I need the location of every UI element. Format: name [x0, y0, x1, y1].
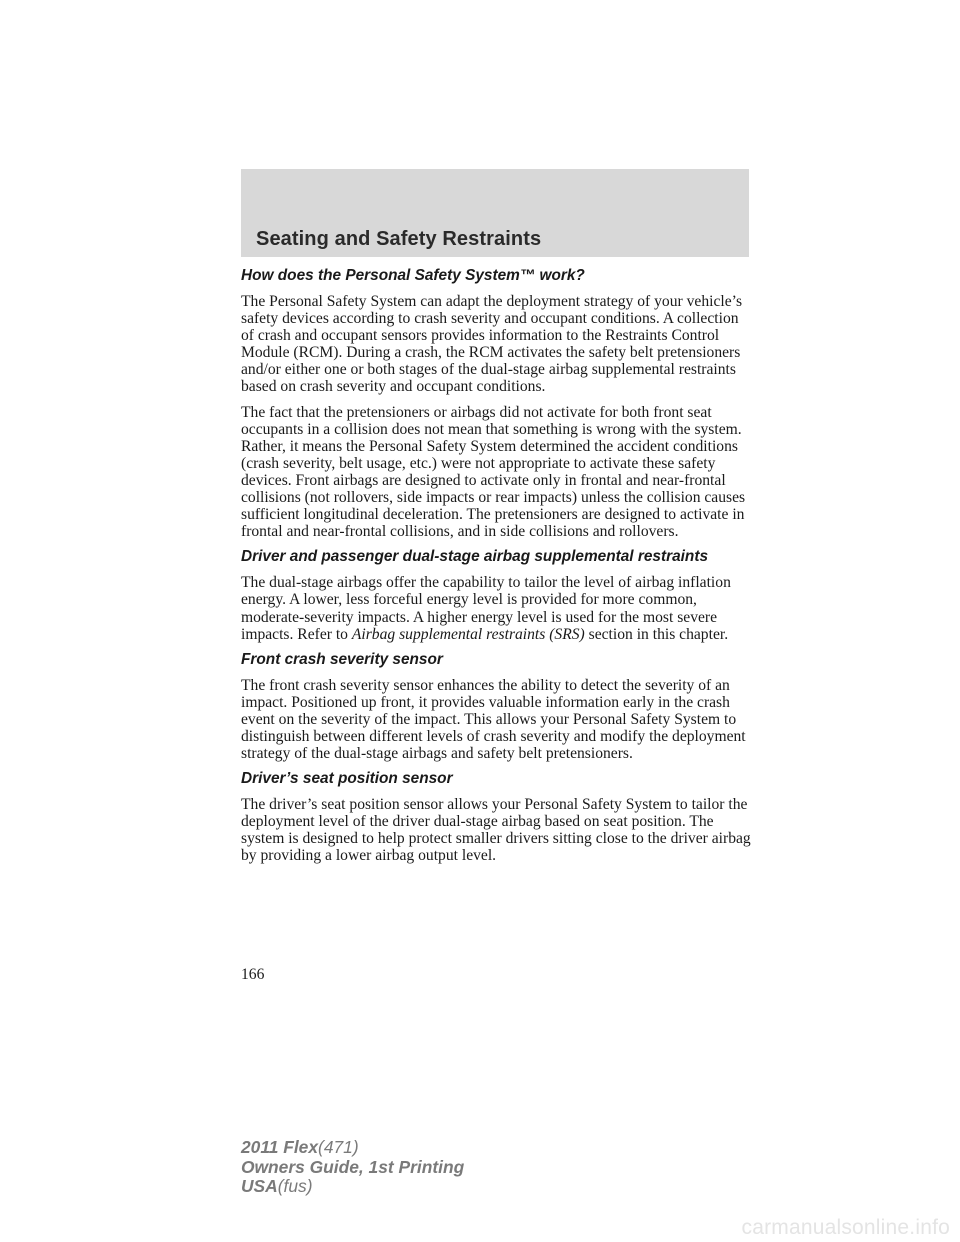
paragraph-text: The dual-stage airbags offer the capability to tailor the level of airbag inflation energy. A lower, less forceful energy level is provided for more common, moderate-severity impacts. A higher energy level is used for the most severe impacts. Refer to: [241, 574, 731, 643]
cross-reference-link[interactable]: Airbag supplemental restraints (SRS): [351, 625, 585, 643]
heading-front-crash-severity-sensor: Front crash severity sensor: [241, 650, 443, 668]
imprint-line: Owners Guide, 1st Printing: [241, 1156, 465, 1177]
imprint-code: (471): [318, 1137, 359, 1157]
print-imprint: [241, 1138, 464, 1197]
imprint-market-code: (fus): [277, 1176, 313, 1197]
imprint-line: [241, 1138, 464, 1158]
paragraph: The fact that the pretensioners or airbags did not activate for both front seat occupants in a collision does not mean that something is wrong with the system. Rather, it means the Personal Safety System determined the accident conditions (crash severity, belt usage, etc.) were not appropriate to activate these safety devices. Front airbags are designed to activate only in frontal and near-frontal collisions (not rollovers, side impacts or rear impacts) unless the collision causes sufficient longitudinal deceleration. The pretensioners are designed to activate in frontal and near-frontal collisions, and in side collisions and rollovers.: [241, 403, 746, 541]
heading-dual-stage-airbags: Driver and passenger dual-stage airbag supplemental restraints: [241, 548, 709, 566]
paragraph-with-reference: [241, 574, 753, 642]
page-number: 166: [241, 966, 265, 983]
imprint-market: USA: [241, 1176, 278, 1197]
paragraph-text: section in this chapter.: [584, 625, 729, 643]
section-title: Seating and Safety Restraints: [256, 228, 542, 250]
imprint-line: [241, 1177, 464, 1197]
heading-how-pss-works: How does the Personal Safety System™ work?: [241, 267, 585, 284]
paragraph: The driver’s seat position sensor allows your Personal Safety System to tailor the deployment level of the driver dual-stage airbag based on seat position. The system is designed to help protect smaller drivers sitting close to the driver airbag by providing a lower airbag output level.: [241, 796, 751, 865]
imprint-model: 2011 Flex: [241, 1137, 319, 1157]
page-content: [241, 267, 753, 873]
paragraph: The front crash severity sensor enhances the ability to detect the severity of an impact. Positioned up front, it provides valuable information early in the crash event on the severity of the impact. This allows your Personal Safety System to distinguish between different levels of crash severity and modify the deployment strategy of the dual-stage airbags and safety belt pretensioners.: [241, 676, 746, 763]
watermark: carmanualsonline.info: [741, 1216, 950, 1239]
heading-drivers-seat-position-sensor: Driver’s seat position sensor: [241, 770, 453, 788]
paragraph: The Personal Safety System can adapt the deployment strategy of your vehicle’s safety devices according to crash severity and occupant conditions. A collection of crash and occupant sensors provides information to the Restraints Control Module (RCM). During a crash, the RCM activates the safety belt pretensioners and/or either one or both stages of the dual-stage airbag supplemental restraints based on crash severity and occupant conditions.: [241, 293, 743, 396]
